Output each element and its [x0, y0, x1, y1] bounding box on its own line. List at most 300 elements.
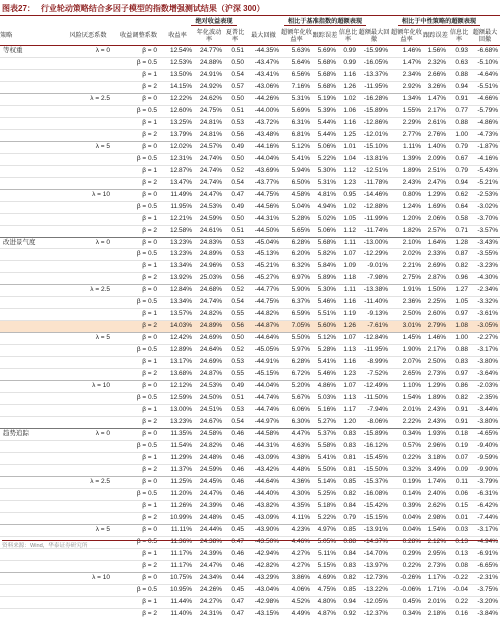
- table-cell: 5.18%: [312, 500, 338, 512]
- table-cell: 11.17%: [161, 560, 194, 572]
- table-cell: 0.28%: [390, 536, 423, 548]
- table-cell: -15.42%: [358, 500, 390, 512]
- table-row: [0, 429, 500, 441]
- table-cell: 1.55%: [390, 105, 423, 117]
- table-cell: 13.00%: [161, 405, 194, 417]
- table-cell: β = 0: [116, 333, 161, 345]
- table-cell: 25.03%: [194, 273, 224, 285]
- table-row: [0, 237, 500, 249]
- table-row: [0, 309, 500, 321]
- table-cell: -13.91%: [358, 524, 390, 536]
- table-row: [0, 285, 500, 297]
- table-cell: 0.88: [448, 345, 470, 357]
- table-cell: 0.96: [448, 273, 470, 285]
- table-cell: 5.58%: [312, 440, 338, 452]
- table-cell: [0, 464, 60, 476]
- table-cell: 0.57%: [390, 440, 423, 452]
- table-cell: [60, 249, 116, 261]
- table-cell: -44.40%: [246, 488, 281, 500]
- table-cell: 5.22%: [312, 153, 338, 165]
- table-cell: 24.74%: [194, 297, 224, 309]
- table-cell: β = 2: [116, 369, 161, 381]
- table-cell: 14.03%: [161, 321, 194, 333]
- table-cell: -12.29%: [358, 249, 390, 261]
- table-cell: 5.82%: [312, 249, 338, 261]
- table-cell: -0.04: [448, 584, 470, 596]
- table-cell: 0.91: [448, 405, 470, 417]
- table-cell: -45.13%: [246, 249, 281, 261]
- table-cell: β = 0.5: [116, 488, 161, 500]
- table-cell: 0.22: [448, 596, 470, 608]
- table-cell: [60, 500, 116, 512]
- table-cell: 2.06%: [423, 213, 448, 225]
- table-cell: -13.97%: [358, 560, 390, 572]
- table-cell: -12.84%: [358, 333, 390, 345]
- table-cell: -9.13%: [358, 309, 390, 321]
- table-cell: 0.85: [338, 584, 358, 596]
- table-cell: β = 0: [116, 237, 161, 249]
- table-cell: [0, 405, 60, 417]
- table-cell: 4.81%: [312, 189, 338, 201]
- table-row: [0, 201, 500, 213]
- table-cell: 5.46%: [312, 297, 338, 309]
- table-cell: 4.86%: [312, 381, 338, 393]
- table-cell: [0, 153, 60, 165]
- table-cell: β = 0.5: [116, 584, 161, 596]
- column-header: 超额最大回撤: [472, 28, 498, 43]
- table-cell: 5.14%: [312, 476, 338, 488]
- table-cell: 24.47%: [194, 189, 224, 201]
- table-cell: 0.34%: [390, 429, 423, 441]
- table-cell: [60, 57, 116, 69]
- table-cell: β = 0.5: [116, 440, 161, 452]
- table-cell: 5.27%: [312, 417, 338, 429]
- table-cell: [60, 153, 116, 165]
- table-cell: 0.85: [338, 524, 358, 536]
- group-header-vs-benchmark: 相比于基准指数的超额表现: [273, 16, 377, 27]
- table-cell: -43.72%: [246, 117, 281, 129]
- table-cell: 等权重: [3, 47, 23, 54]
- table-cell: 1.69%: [423, 201, 448, 213]
- table-cell: 0.18: [448, 429, 470, 441]
- table-cell: 2.09%: [423, 153, 448, 165]
- table-cell: [0, 345, 60, 357]
- table-cell: 1.09: [338, 261, 358, 273]
- table-cell: β = 1: [116, 213, 161, 225]
- table-cell: 5.12%: [281, 141, 312, 153]
- table-row: [0, 46, 500, 58]
- table-cell: -44.75%: [246, 297, 281, 309]
- table-cell: [60, 512, 116, 524]
- table-cell: λ = 10: [60, 381, 116, 393]
- table-cell: [60, 105, 116, 117]
- table-cell: 1.54%: [423, 524, 448, 536]
- table-cell: 1.10%: [390, 381, 423, 393]
- table-cell: λ = 5: [60, 524, 116, 536]
- table-cell: 11.26%: [161, 500, 194, 512]
- table-cell: 24.69%: [194, 333, 224, 345]
- table-cell: -4.64%: [470, 69, 500, 81]
- table-cell: 2.34%: [390, 69, 423, 81]
- table-cell: 0.93: [455, 47, 468, 54]
- table-row: [0, 261, 500, 273]
- table-cell: [60, 357, 116, 369]
- table-cell: 24.81%: [194, 129, 224, 141]
- table-cell: β = 2: [116, 512, 161, 524]
- table-cell: 5.15%: [312, 560, 338, 572]
- table-cell: 1.20%: [390, 213, 423, 225]
- table-cell: 1.07: [338, 333, 358, 345]
- table-cell: 0.46: [224, 548, 246, 560]
- table-cell: -3.02%: [470, 201, 500, 213]
- table-cell: -6.68%: [477, 47, 498, 54]
- table-cell: 12.02%: [161, 141, 194, 153]
- table-row: [0, 249, 500, 261]
- table-cell: -43.69%: [246, 165, 281, 177]
- table-cell: β = 0: [116, 381, 161, 393]
- table-cell: [60, 488, 116, 500]
- table-cell: 2.43%: [390, 177, 423, 189]
- table-cell: 11.20%: [161, 488, 194, 500]
- table-cell: -43.06%: [246, 81, 281, 93]
- table-cell: 0.51: [231, 47, 244, 54]
- table-cell: -3.79%: [470, 476, 500, 488]
- column-header: 风险厌恶系数: [69, 32, 107, 40]
- table-cell: 0.82: [448, 393, 470, 405]
- table-cell: -43.77%: [246, 177, 281, 189]
- table-cell: -44.16%: [246, 141, 281, 153]
- table-cell: 24.31%: [194, 608, 224, 619]
- table-cell: 1.64%: [423, 237, 448, 249]
- table-cell: 0.81: [338, 452, 358, 464]
- table-cell: 1.89%: [423, 393, 448, 405]
- table-cell: 5.68%: [312, 57, 338, 69]
- table-cell: -43.47%: [246, 57, 281, 69]
- table-cell: 2.40%: [423, 488, 448, 500]
- table-cell: β = 0.5: [116, 57, 161, 69]
- table-cell: β = 0.5: [116, 201, 161, 213]
- table-cell: 0.53: [224, 405, 246, 417]
- results-table: [0, 27, 500, 620]
- table-cell: β = 0: [116, 141, 161, 153]
- table-cell: β = 0: [116, 285, 161, 297]
- table-cell: -6.31%: [470, 488, 500, 500]
- table-cell: β = 2: [116, 273, 161, 285]
- table-cell: -4.94%: [470, 536, 500, 548]
- group-header-vs-neutral: 相比于中性策略的超额表现: [380, 16, 498, 27]
- table-cell: 6.72%: [281, 369, 312, 381]
- table-cell: 2.10%: [390, 237, 423, 249]
- table-cell: 10.99%: [161, 512, 194, 524]
- table-cell: 0.09: [448, 464, 470, 476]
- table-cell: -4.65%: [470, 429, 500, 441]
- table-cell: [60, 309, 116, 321]
- table-cell: 0.51: [224, 105, 246, 117]
- column-header: 最大回撤: [251, 32, 276, 40]
- table-cell: -15.15%: [358, 512, 390, 524]
- table-cell: [0, 333, 60, 345]
- table-cell: [60, 440, 116, 452]
- table-cell: -12.37%: [358, 608, 390, 619]
- table-cell: 13.79%: [161, 129, 194, 141]
- table-cell: 0.22%: [390, 452, 423, 464]
- table-cell: 0.29%: [390, 548, 423, 560]
- table-cell: 4.49%: [281, 608, 312, 619]
- table-cell: 0.47: [224, 189, 246, 201]
- table-cell: 4.52%: [281, 596, 312, 608]
- table-cell: [0, 129, 60, 141]
- table-cell: 2.87%: [423, 273, 448, 285]
- table-cell: 2.51%: [423, 165, 448, 177]
- table-cell: -16.05%: [358, 57, 390, 69]
- table-cell: -44.64%: [246, 333, 281, 345]
- table-cell: λ = 5: [60, 333, 116, 345]
- table-cell: 2.22%: [390, 417, 423, 429]
- table-cell: β = 2: [116, 417, 161, 429]
- table-row: [0, 405, 500, 417]
- table-cell: 1.07: [338, 381, 358, 393]
- table-cell: 11.95%: [161, 201, 194, 213]
- table-row: [0, 369, 500, 381]
- table-cell: -9.59%: [470, 452, 500, 464]
- table-cell: [0, 225, 60, 237]
- table-cell: 1.40%: [423, 141, 448, 153]
- table-cell: 0.57: [224, 81, 246, 93]
- table-cell: 2.65%: [390, 369, 423, 381]
- table-cell: λ = 10: [60, 189, 116, 201]
- table-row: [0, 584, 500, 596]
- table-cell: -43.15%: [246, 608, 281, 619]
- table-cell: -15.99%: [363, 47, 388, 54]
- table-cell: 24.51%: [194, 405, 224, 417]
- table-cell: β = 0.5: [116, 345, 161, 357]
- table-cell: 0.84: [338, 548, 358, 560]
- table-cell: -2.27%: [470, 333, 500, 345]
- table-cell: -13.81%: [358, 153, 390, 165]
- table-cell: 5.68%: [312, 237, 338, 249]
- table-cell: 13.23%: [161, 249, 194, 261]
- table-cell: 1.26: [338, 321, 358, 333]
- table-cell: 2.57%: [423, 225, 448, 237]
- table-row: [0, 105, 500, 117]
- table-cell: 0.45: [224, 584, 246, 596]
- table-cell: 13.34%: [161, 297, 194, 309]
- table-cell: 0.67: [448, 153, 470, 165]
- table-cell: 2.50%: [390, 309, 423, 321]
- table-cell: 3.26%: [423, 81, 448, 93]
- table-cell: 0.97: [448, 369, 470, 381]
- table-cell: -13.38%: [358, 285, 390, 297]
- table-cell: -12.01%: [358, 129, 390, 141]
- table-cell: λ = 2.5: [60, 476, 116, 488]
- table-cell: -15.89%: [358, 105, 390, 117]
- table-cell: β = 1: [116, 309, 161, 321]
- table-cell: β = 1: [116, 165, 161, 177]
- table-cell: 0.58: [448, 213, 470, 225]
- table-cell: [0, 141, 60, 153]
- table-cell: 24.64%: [194, 345, 224, 357]
- table-cell: β = 1: [116, 357, 161, 369]
- table-cell: 2.18%: [423, 608, 448, 619]
- table-cell: [0, 57, 60, 69]
- table-cell: 2.43%: [423, 405, 448, 417]
- table-cell: 6.97%: [281, 273, 312, 285]
- table-cell: -11.50%: [358, 393, 390, 405]
- table-cell: 2.92%: [390, 81, 423, 93]
- table-cell: -3.80%: [470, 357, 500, 369]
- table-cell: 0.50: [224, 93, 246, 105]
- table-cell: β = 0: [116, 189, 161, 201]
- table-cell: 5.67%: [281, 393, 312, 405]
- table-cell: -4.30%: [470, 273, 500, 285]
- table-cell: 11.36%: [161, 536, 194, 548]
- table-cell: -5.79%: [470, 105, 500, 117]
- table-cell: [0, 488, 60, 500]
- table-cell: -12.73%: [358, 572, 390, 584]
- table-cell: 1.23: [338, 177, 358, 189]
- table-cell: 0.50: [224, 213, 246, 225]
- table-cell: -7.94%: [358, 405, 390, 417]
- table-cell: -45.05%: [246, 345, 281, 357]
- table-cell: -43.09%: [246, 452, 281, 464]
- table-cell: 0.62: [448, 189, 470, 201]
- table-cell: 11.35%: [161, 429, 194, 441]
- table-cell: 4.11%: [281, 512, 312, 524]
- table-cell: 0.86: [448, 381, 470, 393]
- table-cell: 5.39%: [312, 105, 338, 117]
- table-cell: 5.44%: [312, 117, 338, 129]
- table-cell: 0.56: [224, 273, 246, 285]
- table-cell: λ = 0: [95, 47, 110, 54]
- table-cell: -3.80%: [470, 417, 500, 429]
- table-cell: β = 1: [116, 405, 161, 417]
- table-cell: 24.74%: [194, 177, 224, 189]
- table-cell: -2.31%: [470, 572, 500, 584]
- table-cell: 5.31%: [281, 93, 312, 105]
- table-cell: 0.46: [224, 476, 246, 488]
- table-row: [0, 572, 500, 584]
- table-cell: 1.29%: [423, 381, 448, 393]
- table-cell: β = 1: [116, 452, 161, 464]
- table-cell: 5.68%: [312, 69, 338, 81]
- table-cell: -11.78%: [358, 177, 390, 189]
- table-cell: 2.60%: [423, 309, 448, 321]
- table-cell: 1.23: [338, 369, 358, 381]
- table-cell: 24.74%: [194, 153, 224, 165]
- table-cell: 11.54%: [161, 440, 194, 452]
- table-cell: β = 2: [116, 81, 161, 93]
- table-cell: 2.43%: [423, 417, 448, 429]
- table-cell: 11.25%: [161, 476, 194, 488]
- table-cell: [60, 321, 116, 333]
- table-cell: 13.68%: [161, 369, 194, 381]
- table-cell: -5.43%: [470, 165, 500, 177]
- table-cell: -3.17%: [470, 524, 500, 536]
- table-cell: -9.01%: [358, 261, 390, 273]
- table-cell: 5.46%: [312, 369, 338, 381]
- table-cell: 24.61%: [194, 225, 224, 237]
- table-cell: [0, 393, 60, 405]
- table-cell: 4.80%: [312, 596, 338, 608]
- table-cell: -3.05%: [470, 321, 500, 333]
- table-cell: 1.02: [338, 93, 358, 105]
- table-cell: 2.61%: [423, 117, 448, 129]
- table-cell: 0.54: [224, 417, 246, 429]
- table-cell: 1.05: [448, 297, 470, 309]
- table-cell: 0.53: [224, 237, 246, 249]
- table-cell: 1.28: [448, 237, 470, 249]
- table-cell: 12.22%: [161, 93, 194, 105]
- table-cell: 0.83: [338, 429, 358, 441]
- table-cell: -44.58%: [246, 429, 281, 441]
- table-cell: 1.01: [338, 141, 358, 153]
- table-cell: 13.92%: [161, 273, 194, 285]
- table-cell: β = 2: [116, 129, 161, 141]
- table-cell: [0, 105, 60, 117]
- table-cell: 5.22%: [312, 512, 338, 524]
- table-cell: 4.47%: [281, 429, 312, 441]
- table-cell: λ = 0: [60, 237, 116, 249]
- source-note: 资料来源：Wind，华泰证券研究所: [2, 540, 498, 552]
- table-cell: [60, 369, 116, 381]
- table-cell: -6.65%: [470, 560, 500, 572]
- table-cell: -42.98%: [246, 596, 281, 608]
- table-cell: -44.82%: [246, 309, 281, 321]
- table-cell: -11.95%: [358, 81, 390, 93]
- table-cell: β = 1: [116, 500, 161, 512]
- table-cell: [60, 261, 116, 273]
- table-row: [0, 476, 500, 488]
- table-cell: -3.75%: [470, 584, 500, 596]
- table-cell: 0.32%: [390, 464, 423, 476]
- table-cell: β = 0: [116, 93, 161, 105]
- table-cell: 11.44%: [161, 596, 194, 608]
- table-cell: 0.46: [224, 429, 246, 441]
- table-cell: 1.05: [338, 213, 358, 225]
- table-cell: -2.53%: [470, 189, 500, 201]
- table-cell: 5.94%: [281, 165, 312, 177]
- table-cell: [60, 452, 116, 464]
- table-cell: β = 0.5: [116, 249, 161, 261]
- table-cell: 24.45%: [194, 476, 224, 488]
- table-cell: -13.00%: [358, 237, 390, 249]
- table-cell: 1.29%: [423, 189, 448, 201]
- table-cell: 12.21%: [161, 213, 194, 225]
- column-header: 策略: [0, 32, 13, 40]
- table-cell: 1.17: [338, 405, 358, 417]
- table-cell: 4.97%: [312, 524, 338, 536]
- table-cell: -44.50%: [246, 225, 281, 237]
- table-cell: 5.63%: [291, 47, 310, 54]
- table-cell: 4.75%: [312, 584, 338, 596]
- table-cell: 5.51%: [312, 309, 338, 321]
- table-cell: 0.50: [224, 153, 246, 165]
- table-cell: 0.80%: [390, 189, 423, 201]
- table-cell: [60, 297, 116, 309]
- table-cell: 0.52: [224, 165, 246, 177]
- table-cell: -11.95%: [358, 345, 390, 357]
- table-cell: -3.44%: [470, 405, 500, 417]
- table-cell: 6.28%: [281, 237, 312, 249]
- table-cell: 5.28%: [312, 345, 338, 357]
- table-cell: 0.54: [224, 297, 246, 309]
- table-cell: 11.29%: [161, 452, 194, 464]
- table-cell: 2.17%: [423, 105, 448, 117]
- table-cell: 0.82: [338, 572, 358, 584]
- table-cell: [0, 273, 60, 285]
- table-cell: 24.82%: [194, 309, 224, 321]
- table-cell: 2.01%: [423, 596, 448, 608]
